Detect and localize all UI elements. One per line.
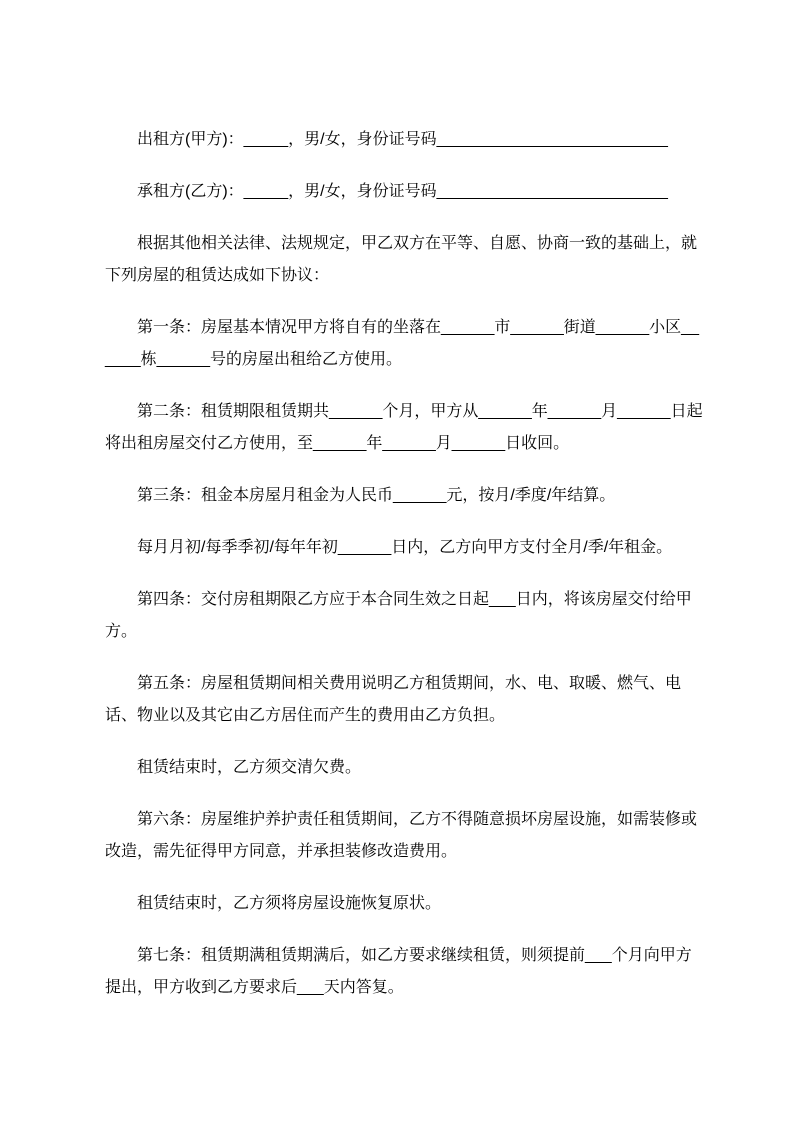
contract-paragraph: 出租方(甲方)：_____，男/女，身份证号码__________________________ [137, 131, 668, 148]
contract-paragraph: 第三条：租金本房屋月租金为人民币______元，按月/季度/年结算。 [137, 487, 616, 504]
contract-paragraph: 租赁结束时，乙方须将房屋设施恢复原状。 [137, 895, 442, 912]
contract-paragraph: 每月月初/每季季初/每年年初______日内，乙方向甲方支付全月/季/年租金。 [137, 539, 673, 556]
contract-paragraph: 第七条：租赁期满租赁期满后，如乙方要求继续租赁，则须提前___个月向甲方提出，甲方收到乙方要求后___天内答复。 [105, 947, 692, 996]
contract-paragraph: 租赁结束时，乙方须交清欠费。 [137, 759, 362, 776]
contract-paragraph: 第一条：房屋基本情况甲方将自有的坐落在______市______街道______小区______栋______号的房屋出租给乙方使用。 [105, 319, 699, 368]
contract-paragraph: 第四条：交付房租期限乙方应于本合同生效之日起___日内，将该房屋交付给甲方。 [105, 591, 692, 640]
contract-paragraph: 第二条：租赁期限租赁期共______个月，甲方从______年______月______日起将出租房屋交付乙方使用，至______年______月______日收回。 [105, 403, 703, 452]
contract-body [105, 124, 703, 1024]
contract-paragraph: 根据其他相关法律、法规规定，甲乙双方在平等、自愿、协商一致的基础上，就下列房屋的租赁达成如下协议： [105, 235, 698, 284]
contract-paragraph: 第六条：房屋维护养护责任租赁期间，乙方不得随意损坏房屋设施，如需装修或改造，需先征得甲方同意，并承担装修改造费用。 [105, 811, 698, 860]
contract-paragraph: 承租方(乙方)：_____，男/女，身份证号码__________________________ [137, 183, 668, 200]
contract-paragraph: 第五条：房屋租赁期间相关费用说明乙方租赁期间，水、电、取暖、燃气、电话、物业以及其它由乙方居住而产生的费用由乙方负担。 [105, 675, 682, 724]
